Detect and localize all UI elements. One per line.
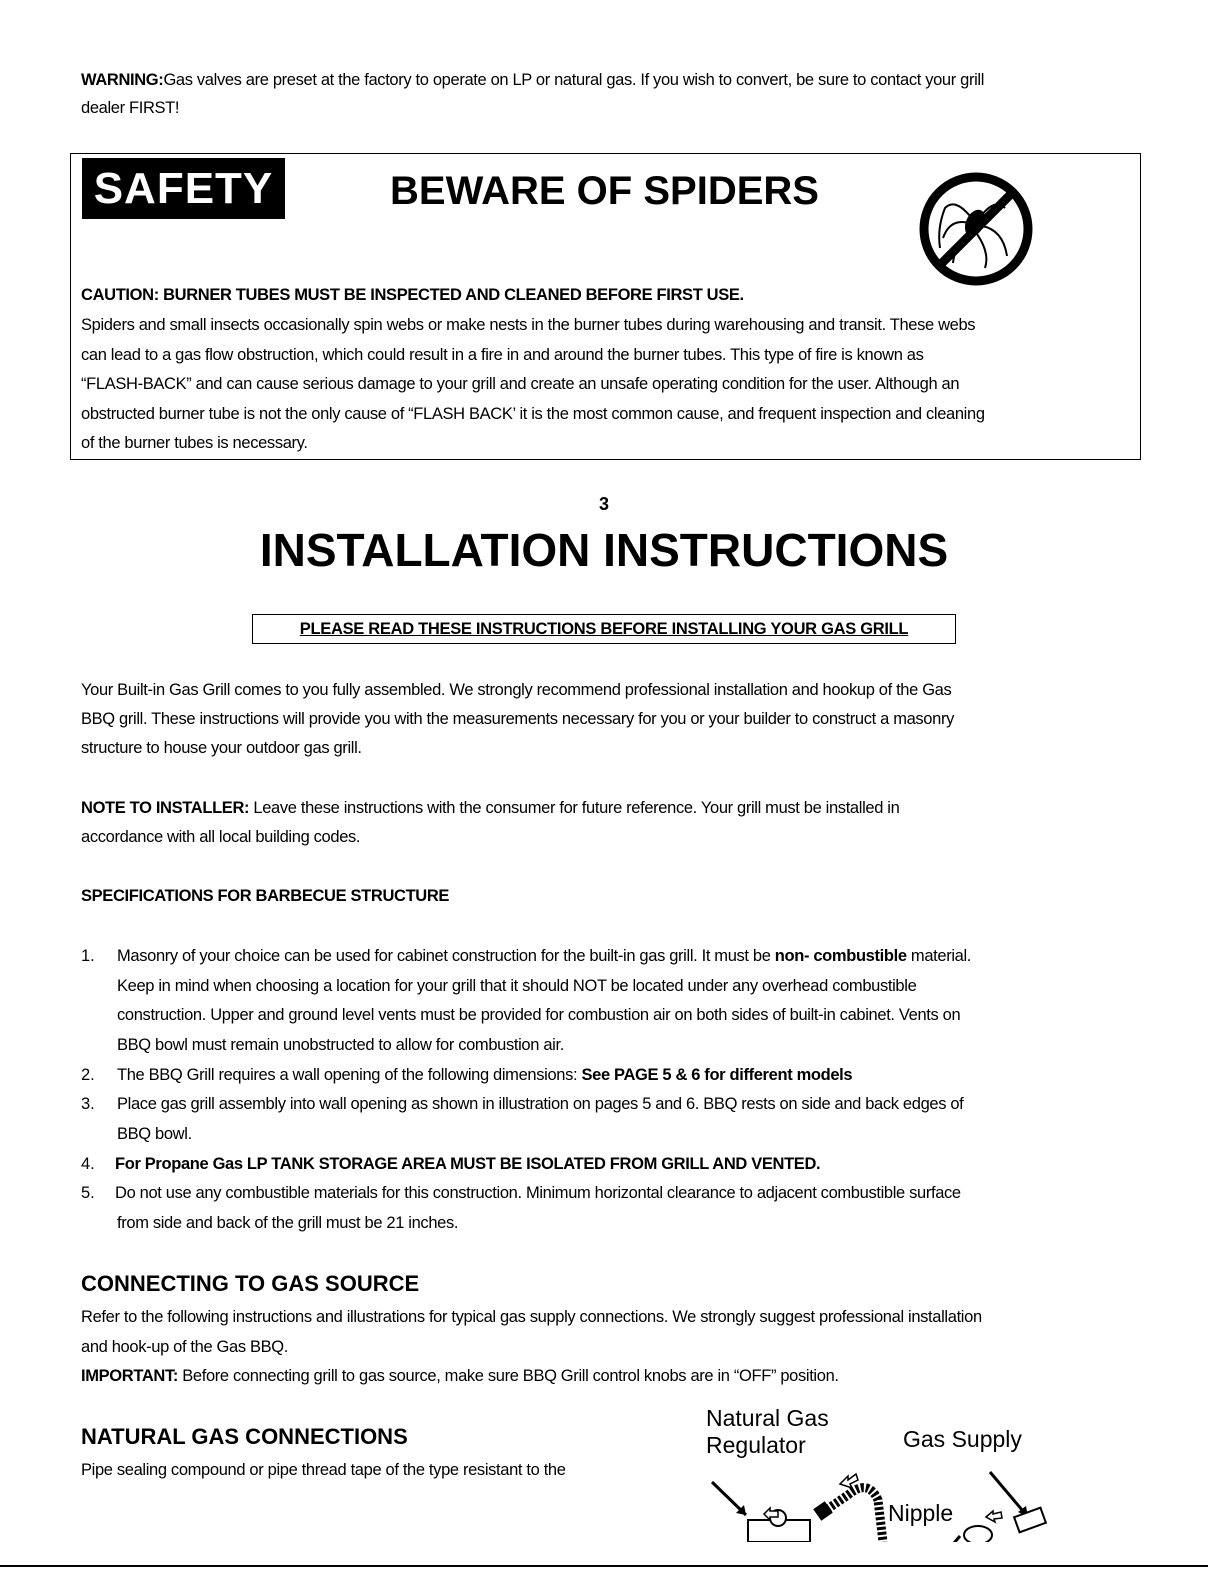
list-line: BBQ bowl. (117, 1125, 192, 1143)
list-item-4: For Propane Gas LP TANK STORAGE AREA MUST BE ISOLATED FROM GRILL AND VENTED. (115, 1155, 821, 1173)
intro-line: BBQ grill. These instructions will provide you with the measurements necessary for you or your builder to construct a masonry (81, 710, 955, 728)
regulator-hose-drawing (698, 1400, 1070, 1542)
connecting-line: and hook-up of the Gas BBQ. (81, 1338, 289, 1356)
list-number: 2. (81, 1066, 95, 1084)
regulator-label-1: Natural Gas (706, 1405, 829, 1431)
connecting-line: Refer to the following instructions and illustrations for typical gas supply connections. We strongly suggest professional installation (81, 1308, 982, 1326)
safety-line: “FLASH-BACK” and can cause serious damage to your grill and create an unsafe operating condition for the user. Although an (81, 375, 960, 393)
read-instructions-notice: PLEASE READ THESE INSTRUCTIONS BEFORE INSTALLING YOUR GAS GRILL (252, 614, 956, 644)
nipple-label: Nipple (888, 1500, 954, 1526)
specs-heading: SPECIFICATIONS FOR BARBECUE STRUCTURE (81, 887, 450, 905)
list-text: material. (906, 947, 972, 965)
natural-gas-heading: NATURAL GAS CONNECTIONS (81, 1424, 408, 1449)
note-label: NOTE TO INSTALLER: (81, 799, 250, 817)
list-line: construction. Upper and ground level vents must be provided for combustion air on both sides of built-in cabinet. Vents on (117, 1006, 961, 1024)
list-number: 1. (81, 947, 95, 965)
important-line (81, 1365, 839, 1387)
safety-title: BEWARE OF SPIDERS (390, 169, 819, 213)
warning-label: WARNING: (81, 71, 164, 89)
natural-gas-line: Pipe sealing compound or pipe thread tape of the type resistant to the (81, 1461, 566, 1479)
intro-line: structure to house your outdoor gas grill. (81, 739, 362, 757)
safety-line: Spiders and small insects occasionally spin webs or make nests in the burner tubes during warehousing and transit. These webs (81, 316, 976, 334)
page-bottom-rule (0, 1565, 1208, 1567)
regulator-label-2: Regulator (706, 1432, 806, 1458)
list-item-3: Place gas grill assembly into wall opening as shown in illustration on pages 5 and 6. BBQ rests on side and back edges of (117, 1095, 964, 1113)
list-number: 4. (81, 1155, 95, 1173)
list-line: BBQ bowl must remain unobstructed to allow for combustion air. (117, 1036, 564, 1054)
safety-line: can lead to a gas flow obstruction, which could result in a fire in and around the burner tubes. This type of fire is known as (81, 346, 924, 364)
note-line-2: accordance with all local building codes. (81, 828, 361, 846)
list-item-5: Do not use any combustible materials for this construction. Minimum horizontal clearance to adjacent combustible surface (115, 1184, 961, 1202)
list-text: Masonry of your choice can be used for cabinet construction for the built-in gas grill. It must be (117, 947, 775, 965)
note-line-1 (81, 797, 899, 819)
warning-line-1 (81, 69, 984, 91)
page-number: 3 (598, 494, 609, 514)
caution-heading: CAUTION: BURNER TUBES MUST BE INSPECTED AND CLEANED BEFORE FIRST USE. (81, 286, 744, 304)
warning-text: Gas valves are preset at the factory to operate on LP or natural gas. If you wish to convert, be sure to contact your grill (163, 71, 985, 89)
list-text: The BBQ Grill requires a wall opening of the following dimensions: (117, 1066, 582, 1084)
safety-line: of the burner tubes is necessary. (81, 434, 308, 452)
list-number: 5. (81, 1184, 95, 1202)
page-title: INSTALLATION INSTRUCTIONS (259, 524, 949, 576)
list-number: 3. (81, 1095, 95, 1113)
list-item-2 (117, 1064, 852, 1086)
safety-line: obstructed burner tube is not the only cause of “FLASH BACK’ it is the most common cause, and frequent inspection and cleaning (81, 405, 985, 423)
important-text: Before connecting grill to gas source, make sure BBQ Grill control knobs are in “OFF” position. (178, 1367, 839, 1385)
intro-line: Your Built-in Gas Grill comes to you fully assembled. We strongly recommend professional installation and hookup of the Gas (81, 681, 952, 699)
list-item-1 (117, 945, 971, 967)
no-spiders-icon (915, 168, 1037, 290)
list-bold: See PAGE 5 & 6 for different models (581, 1066, 853, 1084)
connecting-heading: CONNECTING TO GAS SOURCE (81, 1271, 420, 1296)
important-label: IMPORTANT: (81, 1367, 179, 1385)
gas-connection-illustration (698, 1400, 1070, 1542)
list-bold: non- combustible (774, 947, 907, 965)
gas-supply-label: Gas Supply (903, 1426, 1022, 1452)
safety-badge: SAFETY ! (82, 158, 285, 219)
list-line: Keep in mind when choosing a location for your grill that it should NOT be located under any overhead combustible (117, 977, 917, 995)
warning-line-2: dealer FIRST! (81, 99, 180, 117)
list-line: from side and back of the grill must be 21 inches. (117, 1214, 459, 1232)
note-text: Leave these instructions with the consumer for future reference. Your grill must be installed in (249, 799, 900, 817)
